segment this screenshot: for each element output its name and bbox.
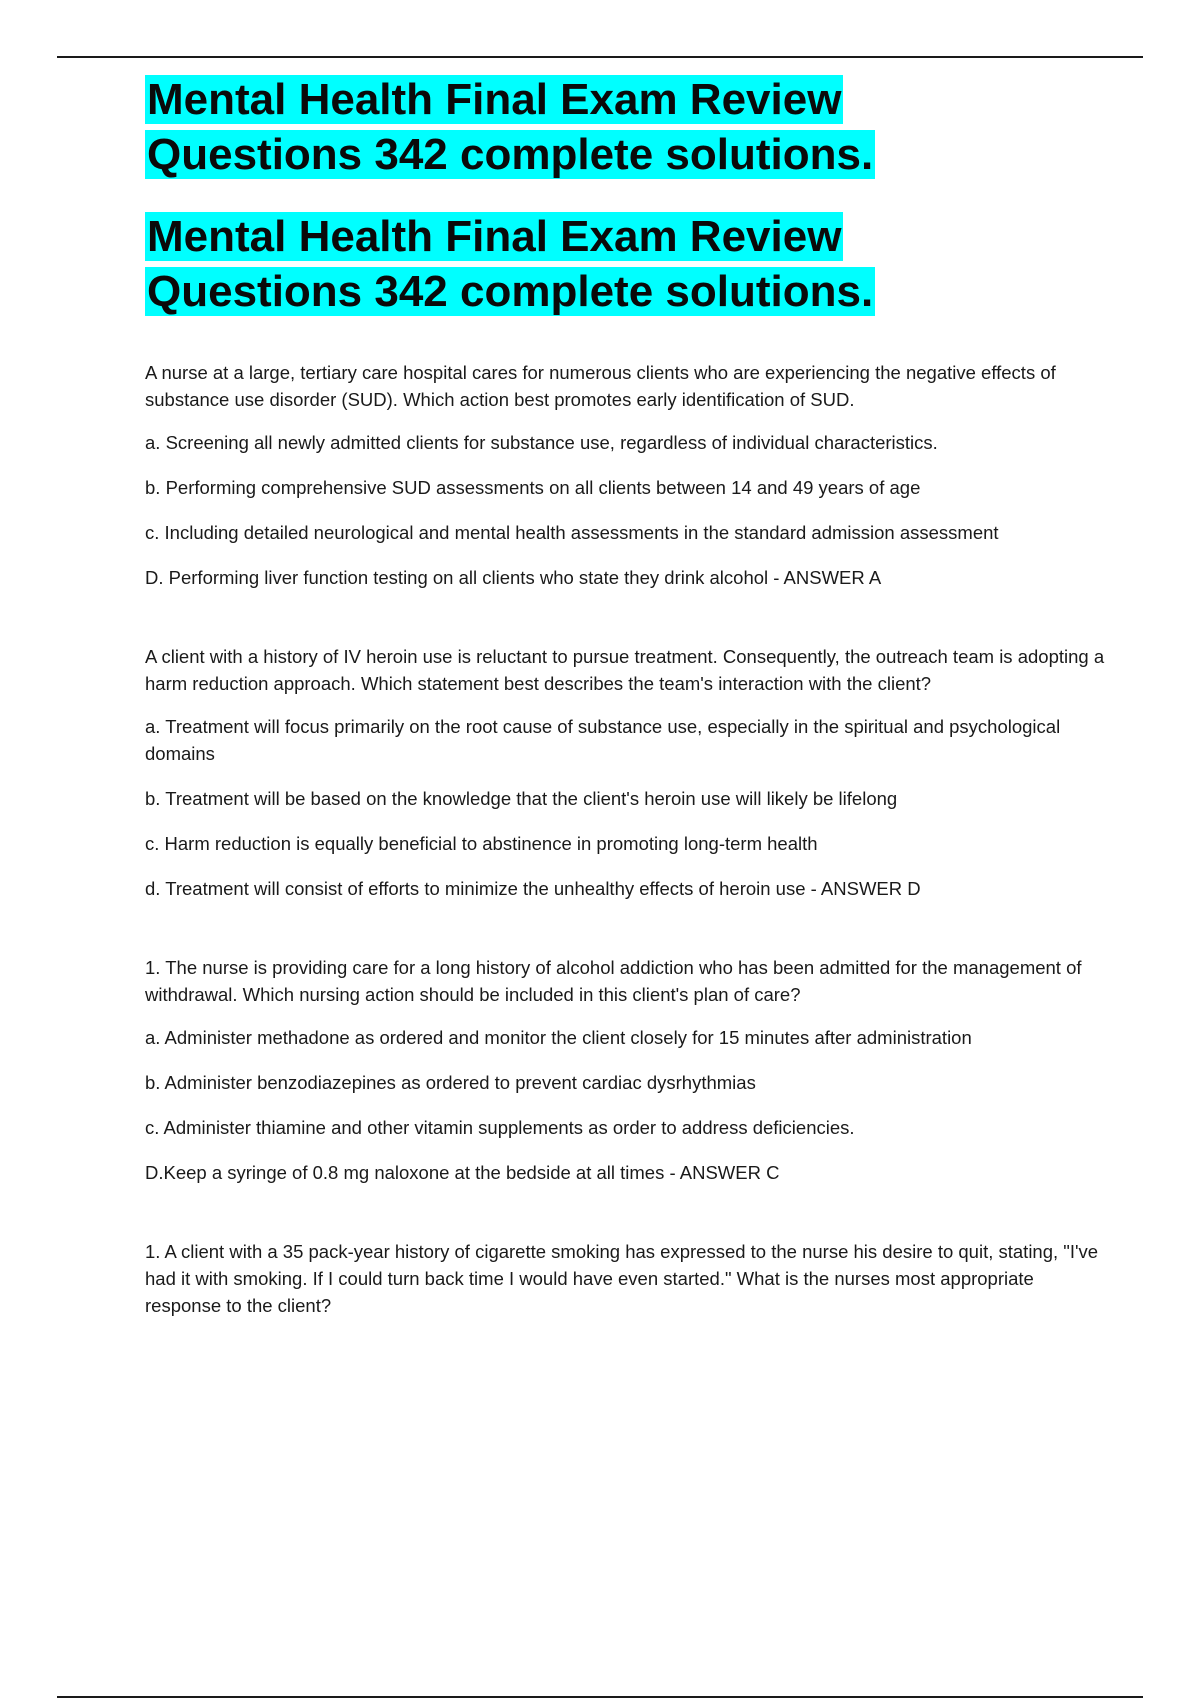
document-title [145, 72, 1105, 182]
question-stem: A nurse at a large, tertiary care hospital cares for numerous clients who are experiencing the negative effects of substance use disorder (SUD). Which action best promotes early identification of SUD. [145, 362, 1056, 410]
answer-option: a. Treatment will focus primarily on the root cause of substance use, especially in the spiritual and psychological domains [145, 716, 1061, 764]
question-stem: 1. The nurse is providing care for a long history of alcohol addiction who has been admitted for the management of withdrawal. Which nursing action should be included in this client's plan of care? [145, 957, 1082, 1005]
question-stem: 1. A client with a 35 pack-year history of cigarette smoking has expressed to the nurse his desire to quit, stating, "I've had it with smoking. If I could turn back time I would have even started." What is the nurses most appropriate response to the client? [145, 1241, 1099, 1316]
document-title-repeat [145, 209, 1105, 319]
answer-option: d. Treatment will consist of efforts to minimize the unhealthy effects of heroin use - ANSWER D [145, 878, 921, 899]
answer-option: D.Keep a syringe of 0.8 mg naloxone at the bedside at all times - ANSWER C [145, 1162, 780, 1183]
title-line: Mental Health Final Exam Review [147, 212, 842, 261]
answer-option: a. Screening all newly admitted clients for substance use, regardless of individual characteristics. [145, 432, 938, 453]
answer-option: D. Performing liver function testing on all clients who state they drink alcohol - ANSWER A [145, 567, 882, 588]
question-item [145, 643, 1105, 902]
title-line: Questions 342 complete solutions. [147, 267, 874, 316]
answer-option: c. Harm reduction is equally beneficial to abstinence in promoting long-term health [145, 833, 818, 854]
answer-option: b. Administer benzodiazepines as ordered to prevent cardiac dysrhythmias [145, 1072, 756, 1093]
answer-option: c. Including detailed neurological and mental health assessments in the standard admission assessment [145, 522, 999, 543]
document-body [145, 72, 1105, 1371]
top-rule [57, 56, 1143, 58]
answer-option: c. Administer thiamine and other vitamin supplements as order to address deficiencies. [145, 1117, 855, 1138]
question-list [145, 359, 1105, 1319]
title-line: Questions 342 complete solutions. [147, 130, 874, 179]
question-stem: A client with a history of IV heroin use is reluctant to pursue treatment. Consequently, the outreach team is adopting a harm reduction approach. Which statement best describes the team's interaction with the client? [145, 646, 1105, 694]
question-item [145, 1238, 1105, 1319]
title-line: Mental Health Final Exam Review [147, 75, 842, 124]
question-item [145, 359, 1105, 591]
answer-option: b. Treatment will be based on the knowledge that the client's heroin use will likely be lifelong [145, 788, 898, 809]
question-item [145, 954, 1105, 1186]
answer-option: b. Performing comprehensive SUD assessments on all clients between 14 and 49 years of age [145, 477, 921, 498]
bottom-rule [57, 1696, 1143, 1698]
answer-option: a. Administer methadone as ordered and monitor the client closely for 15 minutes after administration [145, 1027, 972, 1048]
